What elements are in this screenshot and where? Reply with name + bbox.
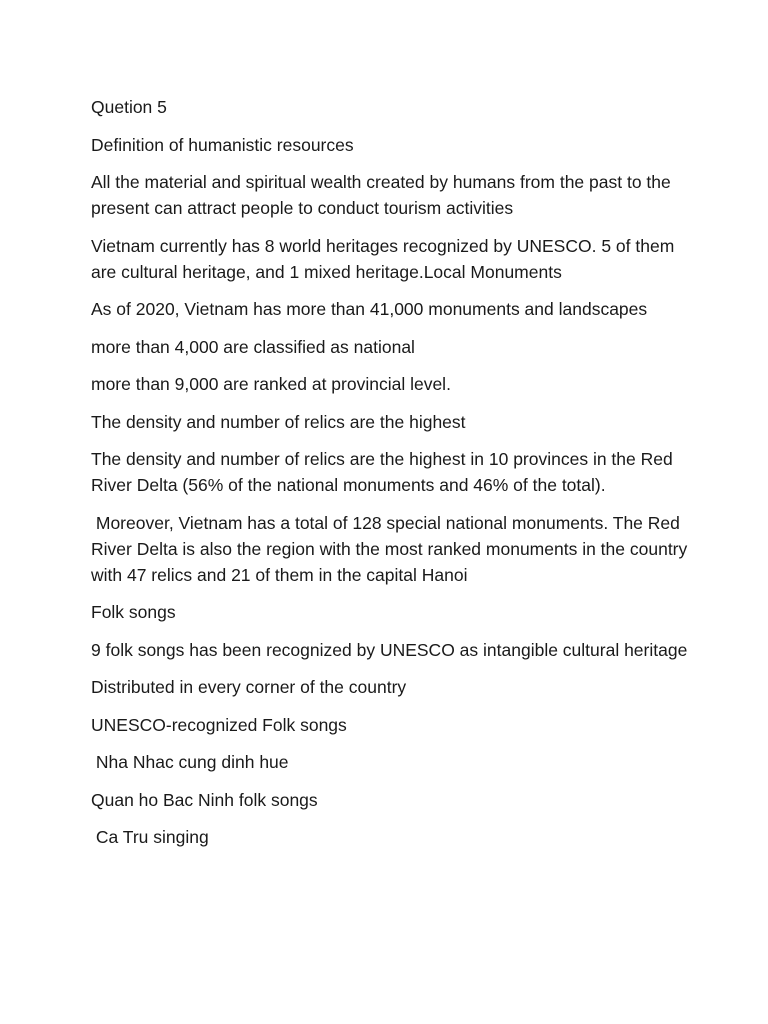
paragraph-folk-songs-recognized: 9 folk songs has been recognized by UNESCO as intangible cultural heritage [91, 639, 688, 660]
paragraph-density-heading: The density and number of relics are the highest [91, 411, 466, 432]
paragraph-density-detail: The density and number of relics are the highest in 10 provinces in the Red River Delta (56% of the national monuments and 46% of the total). [91, 449, 678, 495]
paragraph-national-count: more than 4,000 are classified as national [91, 336, 415, 357]
question-heading: Quetion 5 [91, 97, 167, 117]
paragraph-distribution: Distributed in every corner of the country [91, 677, 407, 697]
section-heading-definition: Definition of humanistic resources [91, 134, 354, 155]
section-heading-folk-songs: Folk songs [91, 602, 176, 622]
list-heading-unesco-folk-songs: UNESCO-recognized Folk songs [91, 714, 347, 735]
list-item-nha-nhac: Nha Nhac cung dinh hue [91, 752, 289, 772]
paragraph-monuments-count: As of 2020, Vietnam has more than 41,000 monuments and landscapes [91, 299, 648, 319]
paragraph-definition: All the material and spiritual wealth created by humans from the past to the present can attract people to conduct tourism activities [91, 172, 676, 218]
paragraph-provincial-count: more than 9,000 are ranked at provincial level. [91, 374, 451, 394]
paragraph-world-heritages: Vietnam currently has 8 world heritages recognized by UNESCO. 5 of them are cultural heritage, and 1 mixed heritage.Local Monuments [91, 235, 680, 282]
document-body [91, 94, 691, 862]
paragraph-special-monuments: Moreover, Vietnam has a total of 128 special national monuments. The Red River Delta is also the region with the most ranked monuments in the country with 47 relics and 21 of them in the capital Hanoi [91, 512, 693, 585]
list-item-quan-ho: Quan ho Bac Ninh folk songs [91, 789, 318, 810]
list-item-ca-tru: Ca Tru singing [91, 827, 209, 847]
